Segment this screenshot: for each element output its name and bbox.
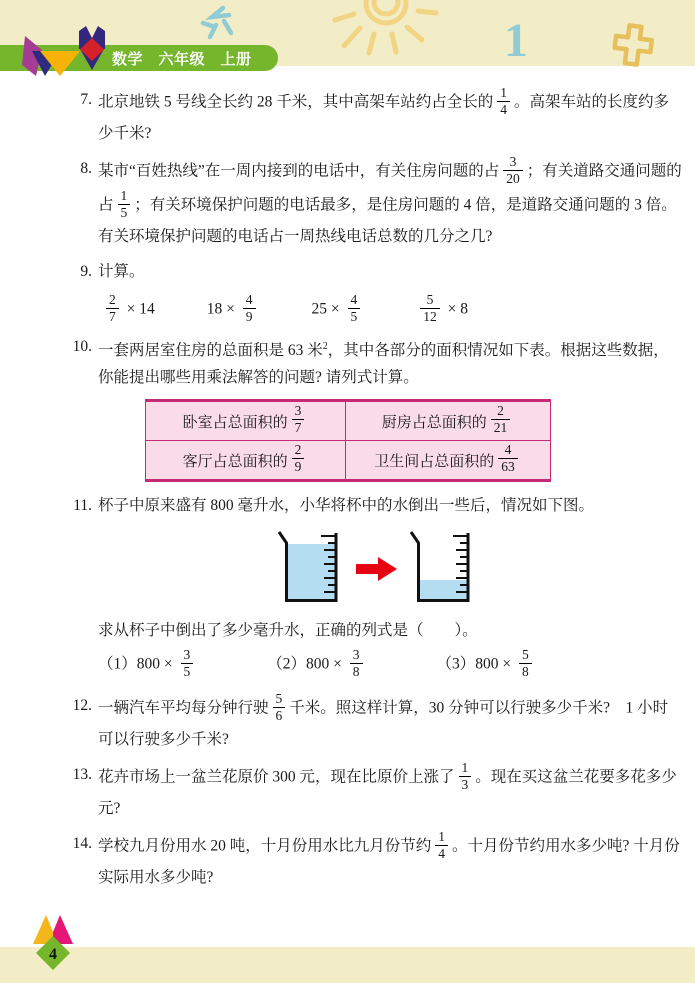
- table-cell-living: 客厅占总面积的 $\frac{2}{9}$: [146, 441, 346, 479]
- problem-12: [0, 692, 695, 753]
- fraction: $\frac{4}{9}$: [243, 292, 256, 324]
- one-doodle-text: 1: [504, 14, 528, 66]
- fraction: $\frac{1}{3}$: [459, 760, 472, 792]
- fraction: $\frac{2}{9}$: [292, 442, 305, 474]
- problem-text: 一辆汽车平均每分钟行驶 $\frac{5}{6}$ 千米。照这样计算，30 分钟可以行驶多少千米? 1 小时可以行驶多少千米?: [98, 691, 669, 749]
- page-number: 4: [49, 946, 57, 963]
- beaker-low-icon: [408, 529, 478, 609]
- expression-2: 18 × $\frac{4}{9}$: [207, 293, 260, 327]
- one-doodle-icon: [498, 12, 532, 66]
- fraction: $\frac{3}{20}$: [503, 154, 523, 186]
- problem-question: 求从杯子中倒出了多少毫升水，正确的列式是（ ）。: [98, 622, 478, 640]
- footer-band: [0, 947, 695, 983]
- expression-3: 25 × $\frac{4}{5}$: [312, 293, 365, 327]
- problem-number: 14.: [72, 835, 92, 853]
- expression-row: [102, 293, 683, 327]
- problem-text: 计算。: [98, 263, 145, 281]
- problem-list: [0, 86, 695, 891]
- sun-doodle-icon: [330, 0, 442, 58]
- problem-10: [0, 333, 695, 482]
- plus-doodle-icon: [608, 22, 658, 70]
- problem-text: 北京地铁 5 号线全长约 28 千米，其中高架车站约占全长的 $\frac{1}{4}$ 。高架车站的长度约多少千米?: [98, 85, 670, 143]
- fraction: $\frac{4}{63}$: [498, 442, 518, 474]
- problem-9: [0, 258, 695, 327]
- beaker-full-icon: [276, 529, 346, 609]
- problem-text: 杯子中原来盛有 800 毫升水，小华将杯中的水倒出一些后，情况如下图。: [98, 497, 595, 515]
- fraction: $\frac{5}{6}$: [273, 691, 286, 723]
- problem-number: 9.: [80, 263, 92, 281]
- problem-number: 13.: [72, 766, 92, 784]
- problem-number: 10.: [72, 338, 92, 356]
- fraction: $\frac{1}{4}$: [497, 85, 510, 117]
- problem-number: 8.: [80, 160, 92, 178]
- problem-11: [0, 492, 695, 682]
- problem-number: 11.: [73, 497, 92, 515]
- fraction: $\frac{1}{4}$: [435, 829, 448, 861]
- option-2: （2）800 × $\frac{3}{8}$: [267, 648, 366, 682]
- options-row: [98, 648, 683, 682]
- fraction: $\frac{2}{21}$: [491, 403, 511, 435]
- problem-7: [0, 86, 695, 147]
- page-number-marker: [30, 912, 76, 972]
- star-doodle-icon: [198, 4, 238, 42]
- fraction: $\frac{1}{5}$: [118, 188, 131, 220]
- problem-13: [0, 761, 695, 822]
- problem-number: 7.: [80, 91, 92, 108]
- option-1: （1）800 × $\frac{3}{5}$: [98, 648, 197, 682]
- fraction: $\frac{3}{8}$: [350, 647, 363, 679]
- expression-4: $\frac{5}{12}$ × 8: [416, 293, 468, 327]
- table-cell-kitchen: 厨房占总面积的 $\frac{2}{21}$: [346, 402, 550, 441]
- problem-text: 花卉市场上一盆兰花原价 300 元，现在比原价上涨了 $\frac{1}{3}$ 。现在买这盆兰花要多花多少元?: [98, 760, 677, 818]
- problem-text: 一套两居室住房的总面积是 63 米$^2$，其中各部分的面积情况如下表。根据这些数据，你能提出哪些用乘法解答的问题? 请列式计算。: [98, 341, 669, 387]
- fraction: $\frac{5}{8}$: [519, 647, 532, 679]
- area-table: [145, 399, 551, 482]
- problem-14: [0, 830, 695, 891]
- fraction: $\frac{4}{5}$: [348, 292, 361, 324]
- fraction: $\frac{2}{7}$: [106, 292, 119, 324]
- problem-number: 12.: [72, 697, 92, 715]
- table-cell-bathroom: 卫生间占总面积的 $\frac{4}{63}$: [346, 441, 550, 479]
- fraction: $\frac{3}{7}$: [292, 403, 305, 435]
- fraction: $\frac{5}{12}$: [420, 292, 440, 324]
- arrow-right-icon: [356, 556, 398, 582]
- tangram-logo-icon: [22, 18, 112, 78]
- expression-1: $\frac{2}{7}$ × 14: [102, 293, 155, 327]
- book-title: 数学 六年级 上册: [112, 50, 252, 68]
- fraction: $\frac{3}{5}$: [181, 647, 194, 679]
- problem-text: 学校九月份用水 20 吨，十月份用水比九月份节约 $\frac{1}{4}$ 。十月份节约用水多少吨? 十月份实际用水多少吨?: [98, 829, 680, 887]
- problem-text: 某市“百姓热线”在一周内接到的电话中，有关住房问题的占 $\frac{3}{20}$ ；有关道路交通问题的占 $\frac{1}{5}$ ；有关环境保护问题的电话最多，是住房问题的 4 倍，是道路交通问题的 3 倍。有关环境保护问题的电话占一周热线电话总数的几分之几?: [98, 154, 682, 246]
- table-cell-bedroom: 卧室占总面积的 $\frac{3}{7}$: [146, 402, 346, 441]
- problem-8: [0, 155, 695, 250]
- beaker-figure: [276, 527, 683, 611]
- option-3: （3）800 × $\frac{5}{8}$: [437, 648, 536, 682]
